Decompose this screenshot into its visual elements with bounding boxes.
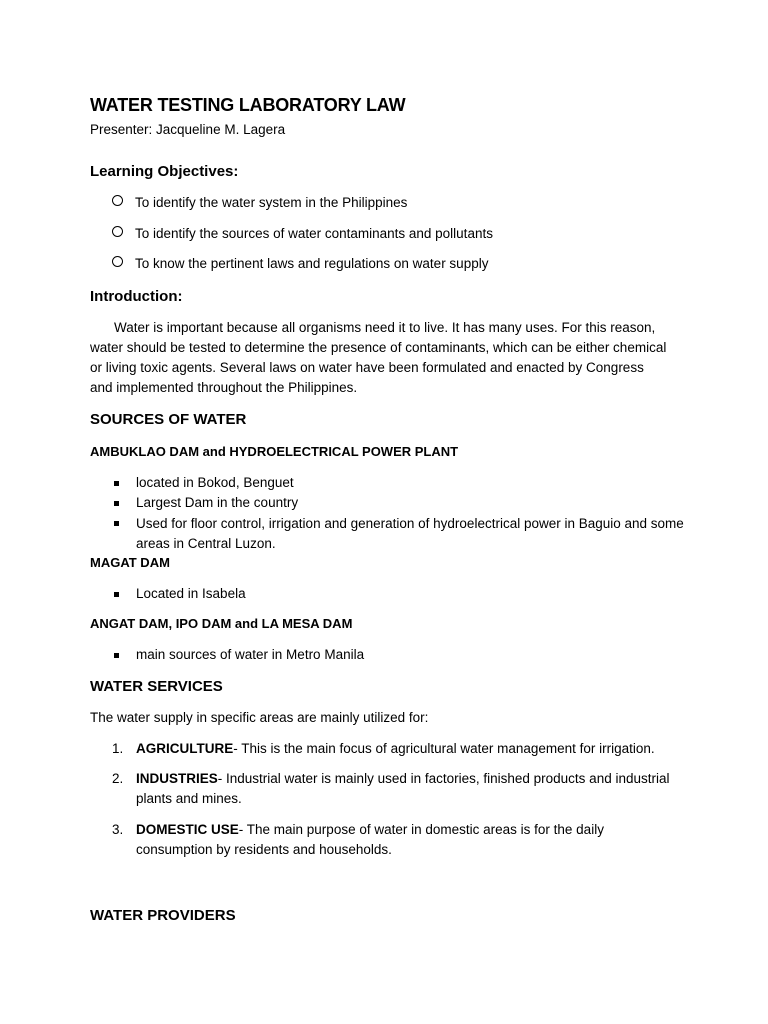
objective-text: To know the pertinent laws and regulations on water supply xyxy=(135,256,489,271)
circle-bullet-icon xyxy=(112,195,123,206)
service-number: 1. xyxy=(112,741,124,756)
document-title: WATER TESTING LABORATORY LAW xyxy=(90,95,406,115)
service-number: 3. xyxy=(112,822,124,837)
magat-item: Located in Isabela xyxy=(136,586,246,601)
services-heading: WATER SERVICES xyxy=(90,678,223,695)
objective-item xyxy=(112,226,493,241)
objective-text: To identify the water system in the Philippines xyxy=(135,195,408,210)
service-term: DOMESTIC USE xyxy=(136,822,239,837)
service-text xyxy=(136,820,636,860)
circle-bullet-icon xyxy=(112,256,123,267)
objective-text: To identify the sources of water contaminants and pollutants xyxy=(135,226,493,241)
circle-bullet-icon xyxy=(112,226,123,237)
ambuklao-item: Largest Dam in the country xyxy=(136,495,299,510)
objective-item xyxy=(112,256,488,271)
service-desc: - Industrial water is mainly used in factories, finished products and industrial plants and mines. xyxy=(136,771,670,806)
objectives-heading: Learning Objectives: xyxy=(90,163,239,180)
service-desc: - This is the main focus of agricultural water management for irrigation. xyxy=(233,741,655,756)
angat-heading: ANGAT DAM, IPO DAM and LA MESA DAM xyxy=(90,616,353,631)
square-bullet-icon xyxy=(114,653,119,658)
service-term: AGRICULTURE xyxy=(136,741,234,756)
service-term: INDUSTRIES xyxy=(136,771,218,786)
providers-heading: WATER PROVIDERS xyxy=(90,907,236,924)
service-number: 2. xyxy=(112,771,124,786)
angat-item: main sources of water in Metro Manila xyxy=(136,647,365,662)
magat-heading: MAGAT DAM xyxy=(90,555,170,570)
sources-heading: SOURCES OF WATER xyxy=(90,411,247,428)
ambuklao-item: Used for floor control, irrigation and generation of hydroelectrical power in Baguio and some areas in Central Luzon. xyxy=(136,516,684,551)
square-bullet-icon xyxy=(114,481,119,486)
services-intro: The water supply in specific areas are mainly utilized for: xyxy=(90,710,429,725)
square-bullet-icon xyxy=(114,521,119,526)
service-text xyxy=(136,739,696,759)
objective-item xyxy=(112,195,407,210)
service-text xyxy=(136,769,686,809)
square-bullet-icon xyxy=(114,592,119,597)
introduction-heading: Introduction: xyxy=(90,288,183,305)
ambuklao-heading: AMBUKLAO DAM and HYDROELECTRICAL POWER PLANT xyxy=(90,444,459,459)
ambuklao-item: located in Bokod, Benguet xyxy=(136,475,294,490)
service-desc: - The main purpose of water in domestic areas is for the daily consumption by residents and households. xyxy=(136,822,604,857)
square-bullet-icon xyxy=(114,501,119,506)
introduction-paragraph: Water is important because all organisms need it to live. It has many uses. For this reason, water should be tested to determine the presence of contaminants, which can be either chemical or living toxic agents. Several laws on water have been formulated and enacted by Congress and implemented throughout the Philippines. xyxy=(90,320,667,395)
presenter-line: Presenter: Jacqueline M. Lagera xyxy=(90,122,286,137)
